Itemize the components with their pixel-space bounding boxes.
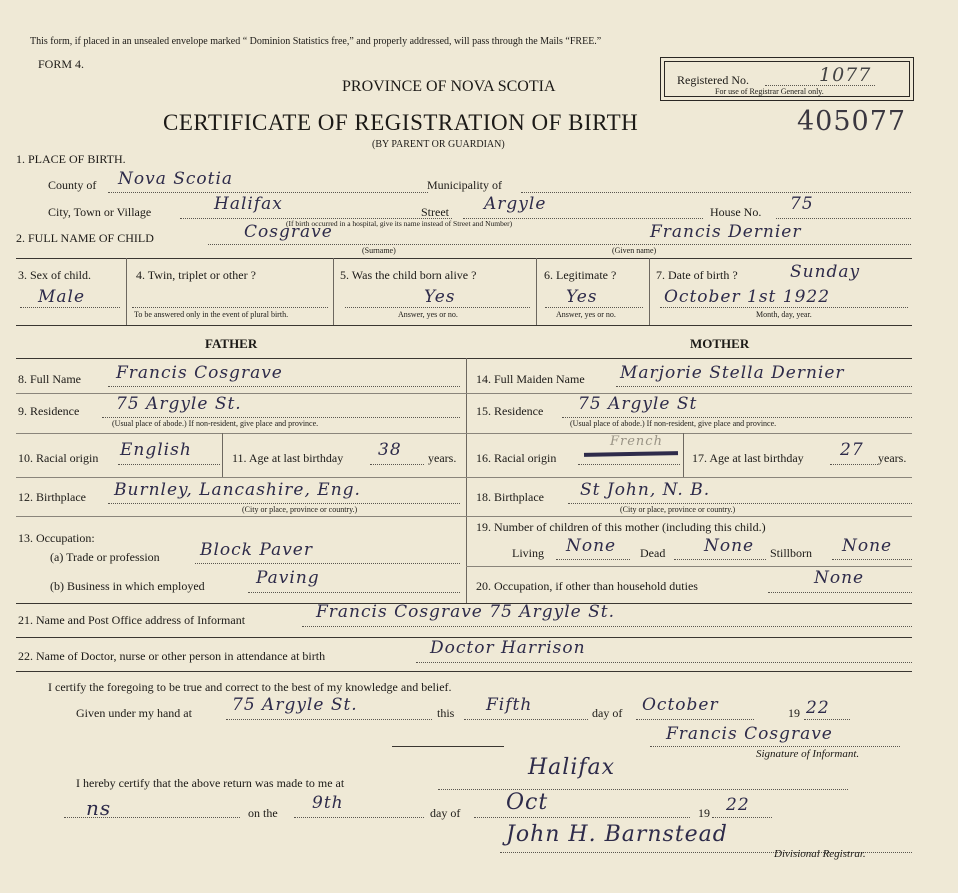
mother-residence-value: 75 Argyle St	[578, 394, 698, 414]
street-note: (If birth occurred in a hospital, give its name instead of Street and Number)	[286, 219, 513, 228]
return-year-prefix: 19	[698, 806, 710, 820]
father-residence-note: (Usual place of abode.) If non-resident, give place and province.	[112, 419, 319, 428]
day-value: Fifth	[486, 695, 533, 715]
father-occupation-label: 13. Occupation:	[18, 531, 95, 545]
mother-age-label: 17. Age at last birthday	[692, 451, 804, 465]
province-heading: PROVINCE OF NOVA SCOTIA	[342, 78, 556, 95]
informant-value: Francis Cosgrave 75 Argyle St.	[316, 602, 615, 622]
father-age-unit: years.	[428, 451, 457, 465]
house-number-label: House No.	[710, 205, 762, 219]
mother-name-value: Marjorie Stella Dernier	[620, 363, 845, 383]
page-title: CERTIFICATE OF REGISTRATION OF BIRTH	[163, 110, 639, 135]
father-age-value: 38	[378, 440, 402, 460]
house-number-value: 75	[790, 194, 814, 214]
sex-value: Male	[38, 287, 86, 307]
mother-occupation-label: 20. Occupation, if other than household duties	[476, 579, 698, 593]
day-of-label: day of	[592, 706, 623, 720]
on-the-label: on the	[248, 806, 278, 820]
return-day: 9th	[312, 793, 344, 813]
return-month: Oct	[506, 790, 549, 815]
twin-note: To be answered only in the event of plural birth.	[134, 310, 289, 319]
registered-number-box	[660, 57, 914, 101]
street-label: Street	[421, 205, 449, 219]
mother-heading: MOTHER	[690, 336, 750, 351]
place-of-birth-heading: 1. PLACE OF BIRTH.	[16, 152, 126, 166]
return-place: Halifax	[528, 755, 616, 780]
date-of-birth-value: October 1st 1922	[664, 287, 831, 307]
informant-signature: Francis Cosgrave	[666, 724, 833, 744]
registrar-signature: John H. Barnstead	[506, 822, 728, 847]
registered-label: Registered No.	[677, 73, 749, 87]
born-alive-label: 5. Was the child born alive ?	[340, 268, 477, 282]
father-residence-value: 75 Argyle St.	[116, 394, 242, 414]
child-name-label: 2. FULL NAME OF CHILD	[16, 231, 154, 245]
certify-statement: I certify the foregoing to be true and correct to the best of my knowledge and belief.	[48, 680, 452, 694]
date-of-birth-day: Sunday	[790, 262, 861, 282]
living-label: Living	[512, 546, 544, 560]
mother-racial-value: French	[610, 434, 663, 449]
father-birthplace-label: 12. Birthplace	[18, 490, 86, 504]
father-heading: FATHER	[205, 336, 258, 351]
mail-notice: This form, if placed in an unsealed envelope marked “ Dominion Statistics free,” and properly addressed, will pass through the Mails “FREE.”	[30, 36, 602, 47]
given-name-caption: (Given name)	[612, 246, 657, 255]
business-value: Paving	[256, 568, 320, 588]
date-of-birth-note: Month, day, year.	[756, 310, 812, 319]
return-year: 22	[726, 795, 750, 815]
twin-label: 4. Twin, triplet or other ?	[136, 268, 256, 282]
trade-label: (a) Trade or profession	[50, 550, 160, 564]
trade-value: Block Paver	[200, 540, 313, 560]
father-residence-label: 9. Residence	[18, 404, 80, 418]
born-alive-value: Yes	[424, 287, 456, 307]
mother-residence-label: 15. Residence	[476, 404, 544, 418]
business-label: (b) Business in which employed	[50, 579, 205, 593]
stillborn-value: None	[842, 536, 893, 556]
children-count-label: 19. Number of children of this mother (including this child.)	[476, 520, 766, 534]
county-value: Nova Scotia	[118, 169, 234, 189]
street-value: Argyle	[484, 194, 547, 214]
year-value: 22	[806, 698, 830, 718]
county-label: County of	[48, 178, 97, 192]
father-name-value: Francis Cosgrave	[116, 363, 283, 383]
dead-label: Dead	[640, 546, 666, 560]
this-label: this	[437, 706, 455, 720]
informant-signature-caption: Signature of Informant.	[756, 748, 860, 760]
father-age-label: 11. Age at last birthday	[232, 451, 344, 465]
return-mark: ns	[86, 796, 112, 820]
informant-label: 21. Name and Post Office address of Informant	[18, 613, 246, 627]
registrar-note: For use of Registrar General only.	[715, 87, 824, 96]
form-number: FORM 4.	[38, 57, 85, 71]
month-value: October	[642, 695, 719, 715]
legitimate-value: Yes	[566, 287, 598, 307]
father-racial-label: 10. Racial origin	[18, 451, 99, 465]
dead-value: None	[704, 536, 755, 556]
child-given-name: Francis Dernier	[650, 222, 802, 242]
city-label: City, Town or Village	[48, 205, 152, 219]
year-prefix: 19	[788, 706, 800, 720]
mother-age-unit: years.	[878, 451, 907, 465]
mother-racial-label: 16. Racial origin	[476, 451, 557, 465]
born-alive-note: Answer, yes or no.	[398, 310, 458, 319]
city-value: Halifax	[214, 194, 283, 214]
father-name-label: 8. Full Name	[18, 372, 81, 386]
given-label: Given under my hand at	[76, 706, 192, 720]
father-racial-value: English	[120, 440, 192, 460]
registrar-signature-caption: Divisional Registrar.	[774, 848, 866, 860]
doctor-value: Doctor Harrison	[430, 638, 586, 658]
mother-name-label: 14. Full Maiden Name	[476, 372, 585, 386]
father-birthplace-note: (City or place, province or country.)	[242, 505, 358, 514]
page-subtitle: (BY PARENT OR GUARDIAN)	[372, 139, 505, 150]
legitimate-label: 6. Legitimate ?	[544, 268, 617, 282]
mother-residence-note: (Usual place of abode.) If non-resident, give place and province.	[570, 419, 777, 428]
struck-through-entry	[584, 451, 678, 457]
living-value: None	[566, 536, 617, 556]
return-statement: I hereby certify that the above return was made to me at	[76, 776, 345, 790]
return-day-of-label: day of	[430, 806, 461, 820]
surname-caption: (Surname)	[362, 246, 396, 255]
father-birthplace-value: Burnley, Lancashire, Eng.	[114, 480, 361, 500]
mother-birthplace-value: St John, N. B.	[580, 480, 711, 500]
date-of-birth-label: 7. Date of birth ?	[656, 268, 738, 282]
child-surname: Cosgrave	[244, 222, 333, 242]
mother-occupation-value: None	[814, 568, 865, 588]
certificate-number: 405077	[797, 106, 907, 137]
doctor-label: 22. Name of Doctor, nurse or other person in attendance at birth	[18, 649, 326, 663]
municipality-label: Municipality of	[427, 178, 502, 192]
mother-birthplace-label: 18. Birthplace	[476, 490, 544, 504]
mother-age-value: 27	[840, 440, 864, 460]
legitimate-note: Answer, yes or no.	[556, 310, 616, 319]
registered-value: 1077	[819, 64, 872, 86]
mother-birthplace-note: (City or place, province or country.)	[620, 505, 736, 514]
given-place: 75 Argyle St.	[232, 695, 358, 715]
stillborn-label: Stillborn	[770, 546, 813, 560]
sex-label: 3. Sex of child.	[18, 268, 91, 282]
